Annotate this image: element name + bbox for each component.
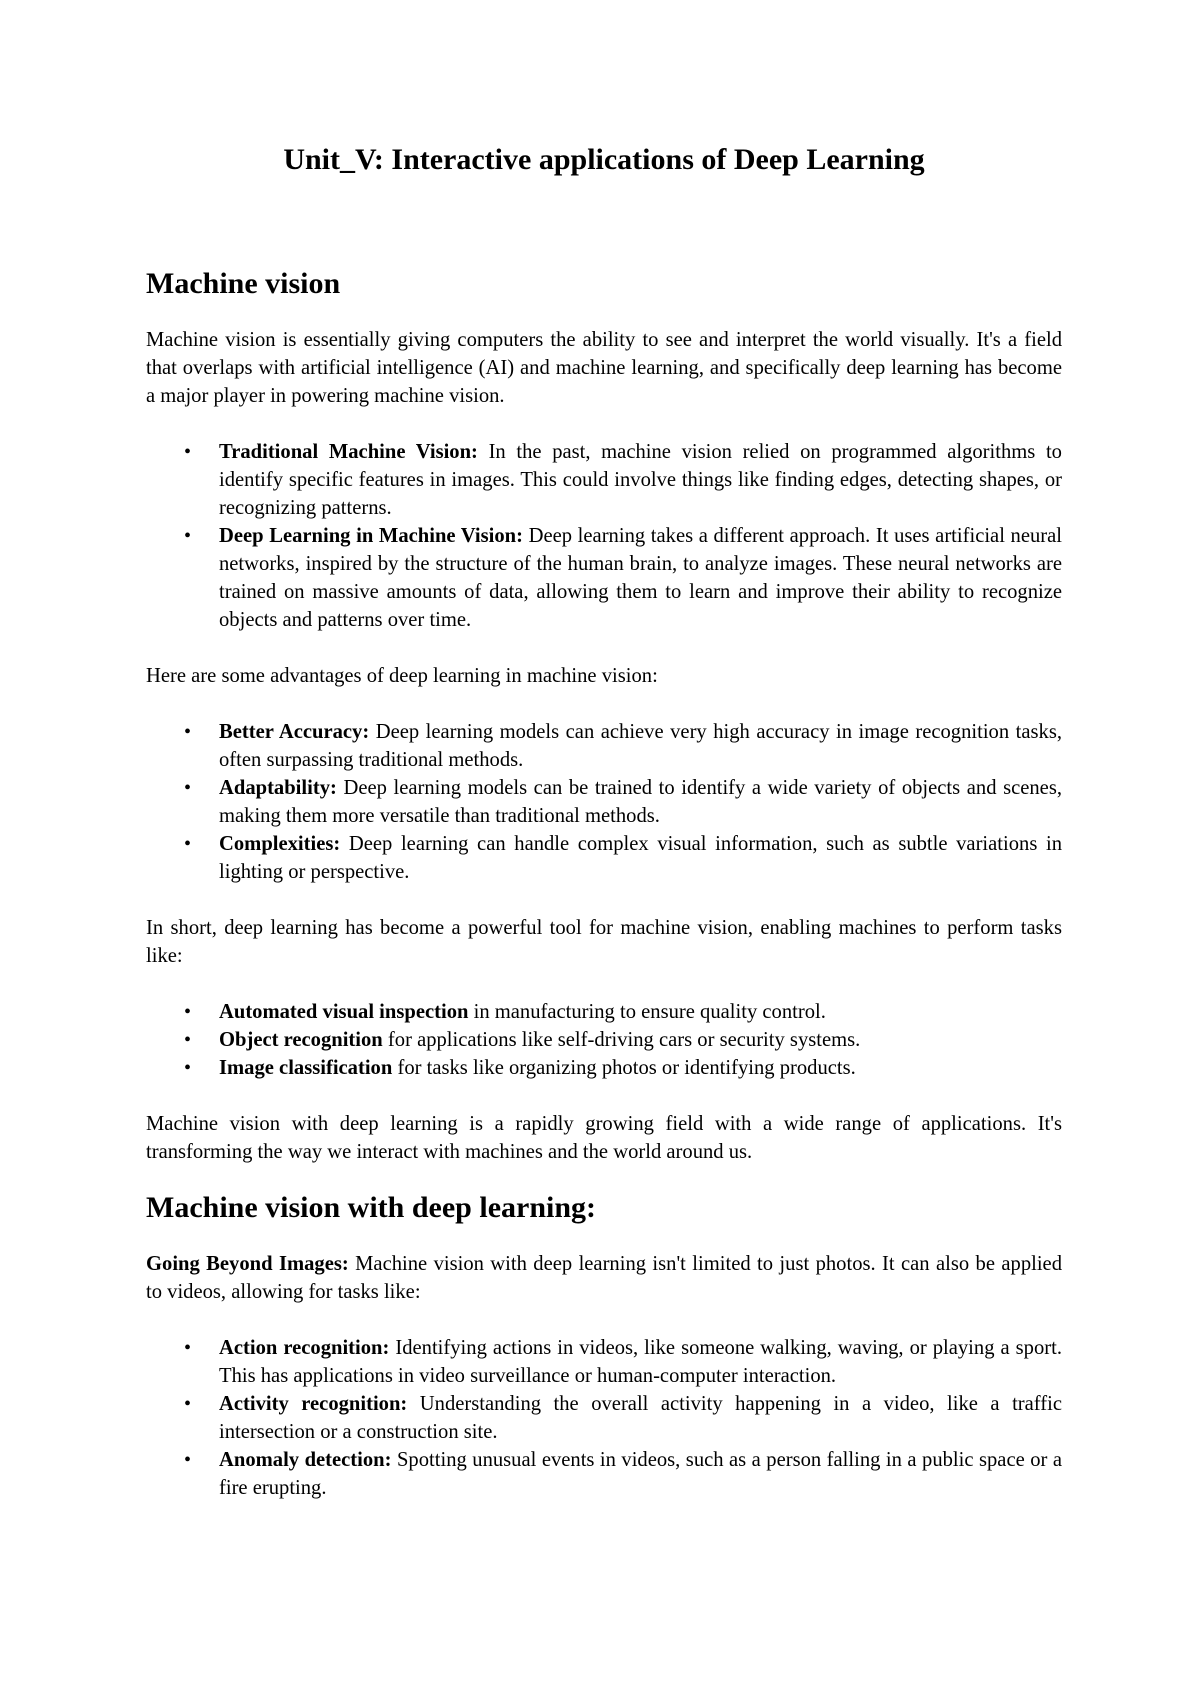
- document-title: Unit_V: Interactive applications of Deep Learning: [283, 143, 925, 176]
- video-tasks-list: [146, 1334, 1062, 1502]
- list-item-text: Identifying actions in videos, like someone walking, waving, or playing a sport. This has applications in video surveillance or human-computer interaction.: [219, 1337, 1062, 1387]
- list-item-term: Action recognition:: [219, 1337, 390, 1359]
- paragraph-lead-text: Machine vision with deep learning isn't limited to just photos. It can also be applied to videos, allowing for tasks like:: [146, 1253, 1062, 1303]
- list-item-term: Deep Learning in Machine Vision:: [219, 525, 523, 547]
- list-item: [219, 718, 1062, 774]
- list-item: [219, 998, 1062, 1026]
- list-item: [219, 1334, 1062, 1390]
- list-item-term: Image classification: [219, 1057, 393, 1079]
- list-item: [219, 1390, 1062, 1446]
- machine-vision-closing: Machine vision with deep learning is a rapidly growing field with a wide range of applications. It's transforming the way we interact with machines and the world around us.: [146, 1113, 1062, 1163]
- list-item-text: in manufacturing to ensure quality control.: [468, 1001, 826, 1023]
- section-heading-machine-vision: Machine vision: [146, 267, 341, 300]
- document-page: [146, 140, 1062, 1502]
- list-item-text: Deep learning models can be trained to identify a wide variety of objects and scenes, making them more versatile than traditional methods.: [219, 777, 1062, 827]
- list-item-term: Anomaly detection:: [219, 1449, 392, 1471]
- list-item-text: Deep learning takes a different approach. It uses artificial neural networks, inspired by the structure of the human brain, to analyze images. These neural networks are trained on massive amounts of data, allowing them to learn and improve their ability to recognize objects and patterns over time.: [219, 525, 1063, 631]
- paragraph-lead-term: Going Beyond Images:: [146, 1253, 349, 1275]
- list-item: [219, 1054, 1062, 1082]
- list-item-text: for tasks like organizing photos or identifying products.: [392, 1057, 856, 1079]
- list-item: [219, 522, 1062, 634]
- tasks-intro: In short, deep learning has become a powerful tool for machine vision, enabling machines to perform tasks like:: [146, 917, 1062, 967]
- going-beyond-images-paragraph: [146, 1250, 1062, 1306]
- list-item-term: Adaptability:: [219, 777, 337, 799]
- list-item-term: Complexities:: [219, 833, 341, 855]
- list-item-text: for applications like self-driving cars or security systems.: [382, 1029, 861, 1051]
- list-item: [219, 1446, 1062, 1502]
- list-item-text: Deep learning models can achieve very high accuracy in image recognition tasks, often surpassing traditional methods.: [219, 721, 1062, 771]
- list-item-text: Deep learning can handle complex visual information, such as subtle variations in lighting or perspective.: [219, 833, 1062, 883]
- advantages-list: [146, 718, 1062, 886]
- approaches-list: [146, 438, 1062, 634]
- section-heading-machine-vision-deep-learning: Machine vision with deep learning:: [146, 1191, 597, 1224]
- list-item: [219, 1026, 1062, 1054]
- tasks-list: [146, 998, 1062, 1082]
- list-item: [219, 438, 1062, 522]
- list-item-text: In the past, machine vision relied on programmed algorithms to identify specific features in images. This could involve things like finding edges, detecting shapes, or recognizing patterns.: [219, 441, 1062, 519]
- list-item: [219, 774, 1062, 830]
- list-item: [219, 830, 1062, 886]
- list-item-term: Activity recognition:: [219, 1393, 408, 1415]
- list-item-term: Traditional Machine Vision:: [219, 441, 478, 463]
- advantages-intro: Here are some advantages of deep learning in machine vision:: [146, 665, 658, 687]
- list-item-text: Understanding the overall activity happening in a video, like a traffic intersection or a construction site.: [219, 1393, 1062, 1443]
- list-item-term: Object recognition: [219, 1029, 383, 1051]
- list-item-term: Better Accuracy:: [219, 721, 370, 743]
- machine-vision-intro: Machine vision is essentially giving computers the ability to see and interpret the world visually. It's a field that overlaps with artificial intelligence (AI) and machine learning, and specifically deep learning has become a major player in powering machine vision.: [146, 329, 1062, 407]
- list-item-text: Spotting unusual events in videos, such as a person falling in a public space or a fire erupting.: [219, 1449, 1062, 1499]
- list-item-term: Automated visual inspection: [219, 1001, 469, 1023]
